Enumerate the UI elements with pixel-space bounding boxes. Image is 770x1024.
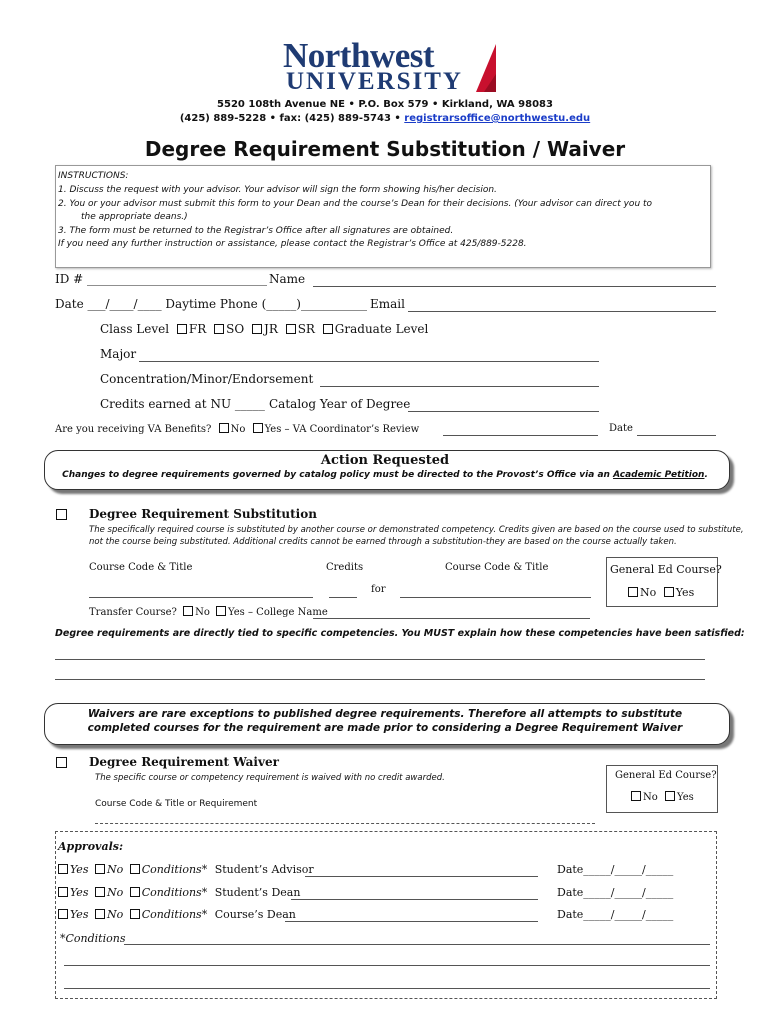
transfer-label: Transfer Course? [89,607,177,618]
substituted-course-field[interactable] [89,597,313,598]
cdean-date-field[interactable]: Date_____/_____/_____ [557,908,674,921]
waiver-gen-ed-yes-checkbox[interactable] [665,791,675,801]
advisor-yes-checkbox[interactable] [58,864,68,874]
va-label: Are you receiving VA Benefits? [55,424,212,435]
gen-ed-label: General Ed Course? [610,563,722,576]
registrar-email-link[interactable]: registrarsoffice@northwestu.edu [404,113,591,124]
so-label: SO [226,322,245,336]
name-field[interactable] [313,286,716,287]
cdean-conditions-checkbox[interactable] [130,909,140,919]
advisor-signature-field[interactable] [305,876,538,877]
substitution-checkbox[interactable] [56,509,67,520]
credits-earned-field[interactable]: Credits earned at NU _____ [100,397,265,411]
waiver-course-label: Course Code & Title or Requirement [95,799,258,809]
va-row [55,423,419,435]
sdean-signature-field[interactable] [291,899,538,900]
action-requested-heading: Action Requested [320,453,450,468]
waiver-note-line-1: Waivers are rare exceptions to published degree requirements. Therefore all attempts to substitute [87,708,683,720]
sr-label: SR [297,322,315,336]
conditions-line-1[interactable] [124,944,710,945]
sdean-yes-label: Yes [70,886,89,899]
instruction-2: 2. You or your advisor must submit this form to your Dean and the course’s Dean for their decisions. (Your advisor can direct you to [58,199,653,209]
approval-row-advisor [58,863,314,876]
concentration-label: Concentration/Minor/Endorsement [100,372,314,386]
waiver-gen-ed-no-checkbox[interactable] [631,791,641,801]
cdean-conditions-label: Conditions* [141,908,208,921]
transfer-yes-checkbox[interactable] [216,606,226,616]
instruction-1: 1. Discuss the request with your advisor. Your advisor will sign the form showing his/her decision. [58,185,497,195]
instructions-heading: INSTRUCTIONS: [58,171,129,181]
waiver-gen-ed-options [631,791,694,803]
sdean-conditions-label: Conditions* [141,886,208,899]
logo-university: UNIVERSITY [286,68,463,95]
advisor-yes-label: Yes [70,863,89,876]
date-phone-field[interactable]: Date ___/____/____ Daytime Phone (_____)___________ [55,297,367,311]
action-note-text: Changes to degree requirements governed by catalog policy must be directed to the Provost’s Office via an [62,470,614,480]
sdean-no-label: No [106,886,124,899]
waiver-gen-ed-no-label: No [643,792,658,803]
academic-petition-link[interactable]: Academic Petition [613,470,705,480]
logo-northwest: Northwest [283,36,435,75]
gen-ed-no-checkbox[interactable] [628,587,638,597]
approvals-heading: Approvals: [58,840,124,853]
transfer-yes-label: Yes – College Name [228,607,328,618]
page-title: Degree Requirement Substitution / Waiver [144,137,626,161]
approval-row-course-dean [58,908,296,921]
advisor-role-label: Student’s Advisor [214,863,314,876]
catalog-year-label: Catalog Year of Degree [269,397,411,411]
advisor-date-field[interactable]: Date_____/_____/_____ [557,863,674,876]
email-field[interactable] [408,311,716,312]
substitution-desc-2: not the course being substituted. Additional credits cannot be earned through a substitution-they are based on the course actually taken. [89,537,677,547]
col-course-header: Course Code & Title [89,562,193,573]
col-credits-header: Credits [326,562,364,573]
waiver-heading: Degree Requirement Waiver [89,755,279,769]
cdean-yes-label: Yes [70,908,89,921]
substitution-heading: Degree Requirement Substitution [89,507,317,521]
advisor-no-checkbox[interactable] [95,864,105,874]
advisor-conditions-label: Conditions* [141,863,208,876]
va-yes-checkbox[interactable] [253,423,263,433]
id-field[interactable]: ID # ______________________________ [55,272,268,286]
va-date-label: Date [609,423,633,434]
class-level-row [100,322,428,336]
college-name-field[interactable] [313,618,590,619]
sdean-yes-checkbox[interactable] [58,887,68,897]
major-label: Major [100,347,137,361]
gen-ed-no-label: No [640,586,657,599]
gen-ed-yes-label: Yes [675,586,695,599]
address-line: 5520 108th Avenue NE • P.O. Box 579 • Kirkland, WA 98083 [217,99,553,110]
graduate-checkbox[interactable] [323,324,333,334]
cdean-yes-checkbox[interactable] [58,909,68,919]
waiver-note-line-2: completed courses for the requirement are made prior to considering a Degree Requirement Waiver [87,722,683,734]
waiver-course-field[interactable] [95,823,595,824]
sdean-no-checkbox[interactable] [95,887,105,897]
sdean-conditions-checkbox[interactable] [130,887,140,897]
explanation-line-1[interactable] [55,659,705,660]
jr-label: JR [264,322,278,336]
approval-row-student-dean [58,886,300,899]
fr-checkbox[interactable] [177,324,187,334]
gen-ed-options [628,586,694,599]
sr-checkbox[interactable] [286,324,296,334]
concentration-field[interactable] [320,386,599,387]
waiver-checkbox[interactable] [56,757,67,768]
advisor-no-label: No [106,863,124,876]
sdean-role-label: Student’s Dean [214,886,301,899]
va-date-field[interactable] [637,435,716,436]
jr-checkbox[interactable] [252,324,262,334]
sdean-date-field[interactable]: Date_____/_____/_____ [557,886,674,899]
class-level-label: Class Level [100,322,170,336]
transfer-no-checkbox[interactable] [183,606,193,616]
transfer-no-label: No [195,607,210,618]
transfer-row [89,606,328,618]
conditions-label: *Conditions [60,932,126,945]
credits-field[interactable] [329,597,357,598]
fr-label: FR [188,322,207,336]
instructions-footer: If you need any further instruction or assistance, please contact the Registrar’s Office at 425/889-5228. [58,239,527,249]
explanation-line-2[interactable] [55,679,705,680]
action-note [0,470,770,480]
name-label: Name [269,272,306,286]
cdean-signature-field[interactable] [285,921,538,922]
competency-note: Degree requirements are directly tied to specific competencies. You MUST explain how these competencies have been satisfied: [55,628,745,639]
for-label: for [371,584,386,595]
instruction-3: 3. The form must be returned to the Registrar’s Office after all signatures are obtained. [58,226,454,236]
cdean-no-checkbox[interactable] [95,909,105,919]
cdean-no-label: No [106,908,124,921]
graduate-label: Graduate Level [334,322,429,336]
va-no-label: No [230,424,246,435]
email-label: Email [370,297,405,311]
major-field[interactable] [139,361,599,362]
substitute-course-field[interactable] [400,597,591,598]
cdean-role-label: Course’s Dean [214,908,296,921]
conditions-line-2[interactable] [64,965,710,966]
waiver-desc: The specific course or competency requirement is waived with no credit awarded. [95,773,445,783]
phone-fax: (425) 889-5228 • fax: (425) 889-5743 • [179,113,401,124]
waiver-gen-ed-label: General Ed Course? [615,770,717,781]
va-no-checkbox[interactable] [219,423,229,433]
contact-line [0,113,770,124]
va-yes-label: Yes – VA Coordinator’s Review [264,424,420,435]
col-course2-header: Course Code & Title [445,562,549,573]
logo-flag-icon [474,44,498,94]
gen-ed-yes-checkbox[interactable] [664,587,674,597]
so-checkbox[interactable] [214,324,224,334]
va-review-field[interactable] [443,435,598,436]
action-note-end: . [704,470,708,480]
waiver-gen-ed-yes-label: Yes [676,792,694,803]
instruction-2-cont: the appropriate deans.) [81,212,188,222]
advisor-conditions-checkbox[interactable] [130,864,140,874]
catalog-year-field[interactable] [408,411,599,412]
substitution-desc-1: The specifically required course is substituted by another course or demonstrated competency. Credits given are based on the course used to substitute, [89,525,744,535]
conditions-line-3[interactable] [64,988,710,989]
